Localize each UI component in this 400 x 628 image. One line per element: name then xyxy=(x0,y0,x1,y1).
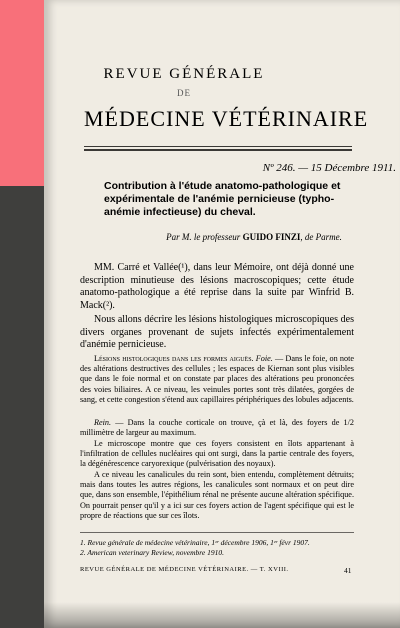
byline-prefix: Par M. le professeur xyxy=(166,232,241,242)
byline xyxy=(154,232,354,242)
section-rein xyxy=(80,418,354,438)
page-number: 41 xyxy=(344,566,352,575)
footnotes xyxy=(80,538,354,558)
journal-title-line2: DE xyxy=(177,88,191,98)
byline-suffix: , de Parme. xyxy=(300,232,342,242)
rein-text: — Dans la couche corticale on trouve, çà et là, des foyers de 1/2 millimètre de largeur au maximum. xyxy=(80,418,354,438)
footnote-rule xyxy=(80,532,354,533)
footnote-1: 1. Revue générale de médecine vétérinaire, 1ᵉʳ décembre 1906, 1ᵉʳ févr 1907. xyxy=(80,538,310,547)
byline-author: GUIDO FINZI xyxy=(242,232,301,242)
journal-title-line3: MÉDECINE VÉTÉRINAIRE xyxy=(84,106,369,131)
section-heading: Lésions histologiques dans les formes aiguës. xyxy=(94,354,254,363)
section-rein-2: Le microscope montre que ces foyers consistent en îlots appartenant à l'infiltration de cellules nucléaires qui ont surgi, dans la partie centrale des foyers, la dégénérescence caryorexique (pulvérisation des noyaux). xyxy=(80,439,354,469)
journal-title-line1: REVUE GÉNÉRALE xyxy=(103,66,265,82)
foie-label: Foie. xyxy=(255,354,273,363)
footnote-2: 2. American veterinary Review, novembre 1910. xyxy=(80,548,224,557)
article-title: Contribution à l'étude anatomo-pathologique et expérimentale de l'anémie pernicieuse (typho-anémie infectieuse) du cheval. xyxy=(104,180,341,218)
paragraph-second: Nous allons décrire les lésions histologiques microscopiques des divers organes provenant de sujets infectés expérimentalement d'anémie pernicieuse. xyxy=(80,314,354,350)
rein-label: Rein. xyxy=(94,418,112,427)
issue-number: Nº 246. — 15 Décembre 1911. xyxy=(262,162,396,174)
section-foie xyxy=(80,354,354,405)
foie-text: — Dans le foie, on note des altérations destructives des cellules ; les espaces de Kiernan sont plus visibles que dans le foie normal et on constate par places des altérations peu prononcées des voies biliaires. A ce niveau, les veinules portes sont très dilatées, gorgées de sang, et cette congestion s'étend aux capillaires périphériques des lobules adjacents. xyxy=(80,354,355,404)
section-rein-3: A ce niveau les canalicules du rein sont, bien entendu, complètement détruits; mais dans toutes les autres régions, les canalicules sont normaux et on peut dire que, dans son ensemble, l'épithélium rénal ne présente aucune altération spécifique. On pourrait penser qu'il y a ici sur ces foyers action de l'agent spécifique qui est le propre de réactions que sur ces îlots. xyxy=(80,470,354,520)
page-marker-tab xyxy=(0,0,48,186)
paragraph-intro: MM. Carré et Vallée(¹), dans leur Mémoire, ont déjà donné une description minutieuse des lésions macroscopiques; cette étude anatomo-pathologique a été reprise dans la suite par Winfrid B. Mack(²). xyxy=(80,262,354,311)
page-shadow xyxy=(44,602,400,628)
title-rule-bottom xyxy=(84,149,352,151)
running-footer: REVUE GÉNÉRALE DE MÉDECINE VÉTÉRINAIRE. — T. XVIII. xyxy=(80,566,289,573)
title-rule-top xyxy=(84,146,352,147)
